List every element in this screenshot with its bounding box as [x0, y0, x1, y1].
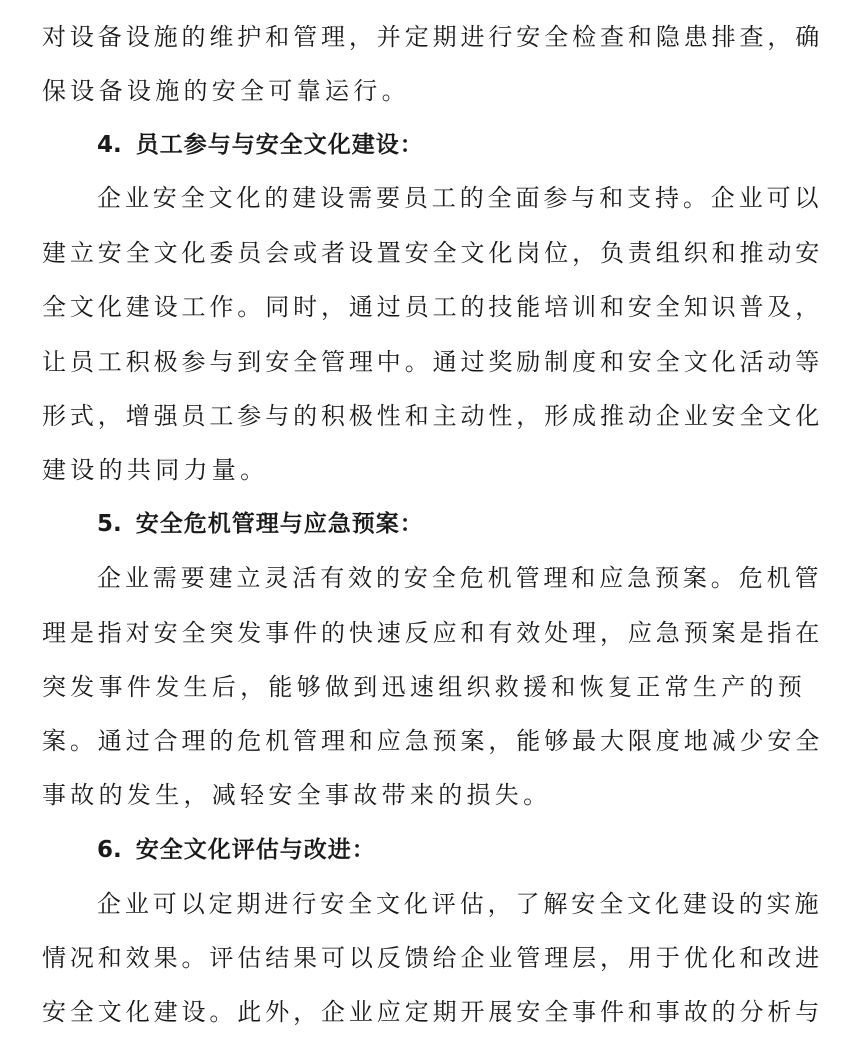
section-4-line-3: 全文化建设工作。同时，通过员工的技能培训和安全知识普及，	[42, 293, 824, 321]
intro-line-2: 保设备设施的安全可靠运行。	[42, 77, 410, 105]
section-4-title: 员工参与与安全文化建设：	[135, 132, 424, 158]
section-6-line-3: 安全文化建设。此外，企业应定期开展安全事件和事故的分析与	[42, 998, 824, 1026]
section-5-heading	[97, 509, 424, 539]
intro-line-1: 对设备设施的维护和管理，并定期进行安全检查和隐患排查，确	[42, 23, 824, 51]
section-5-line-4: 案。通过合理的危机管理和应急预案，能够最大限度地减少安全	[42, 727, 824, 755]
section-4-heading	[97, 130, 424, 160]
section-4-line-5: 形式，增强员工参与的积极性和主动性，形成推动企业安全文化	[42, 402, 824, 430]
section-4-number: 4.	[97, 132, 122, 158]
section-5-line-2: 理是指对安全突发事件的快速反应和有效处理，应急预案是指在	[42, 619, 824, 647]
section-4-line-1: 企业安全文化的建设需要员工的全面参与和支持。企业可以	[97, 184, 823, 212]
section-6-line-2: 情况和效果。评估结果可以反馈给企业管理层，用于优化和改进	[42, 944, 824, 972]
section-4-line-6: 建设的共同力量。	[42, 456, 269, 484]
section-6-heading	[97, 835, 376, 865]
section-6-line-1: 企业可以定期进行安全文化评估，了解安全文化建设的实施	[97, 890, 823, 918]
section-6-number: 6.	[97, 837, 122, 863]
section-5-line-3: 突发事件发生后，能够做到迅速组织救援和恢复正常生产的预	[42, 673, 807, 701]
section-5-line-1: 企业需要建立灵活有效的安全危机管理和应急预案。危机管	[97, 564, 823, 592]
section-5-title: 安全危机管理与应急预案：	[135, 511, 424, 537]
section-5-line-5: 事故的发生，减轻安全事故带来的损失。	[42, 781, 552, 809]
section-4-line-2: 建立安全文化委员会或者设置安全文化岗位，负责组织和推动安	[42, 239, 824, 267]
section-5-number: 5.	[97, 511, 122, 537]
section-4-line-4: 让员工积极参与到安全管理中。通过奖励制度和安全文化活动等	[42, 348, 824, 376]
section-6-title: 安全文化评估与改进：	[135, 837, 376, 863]
